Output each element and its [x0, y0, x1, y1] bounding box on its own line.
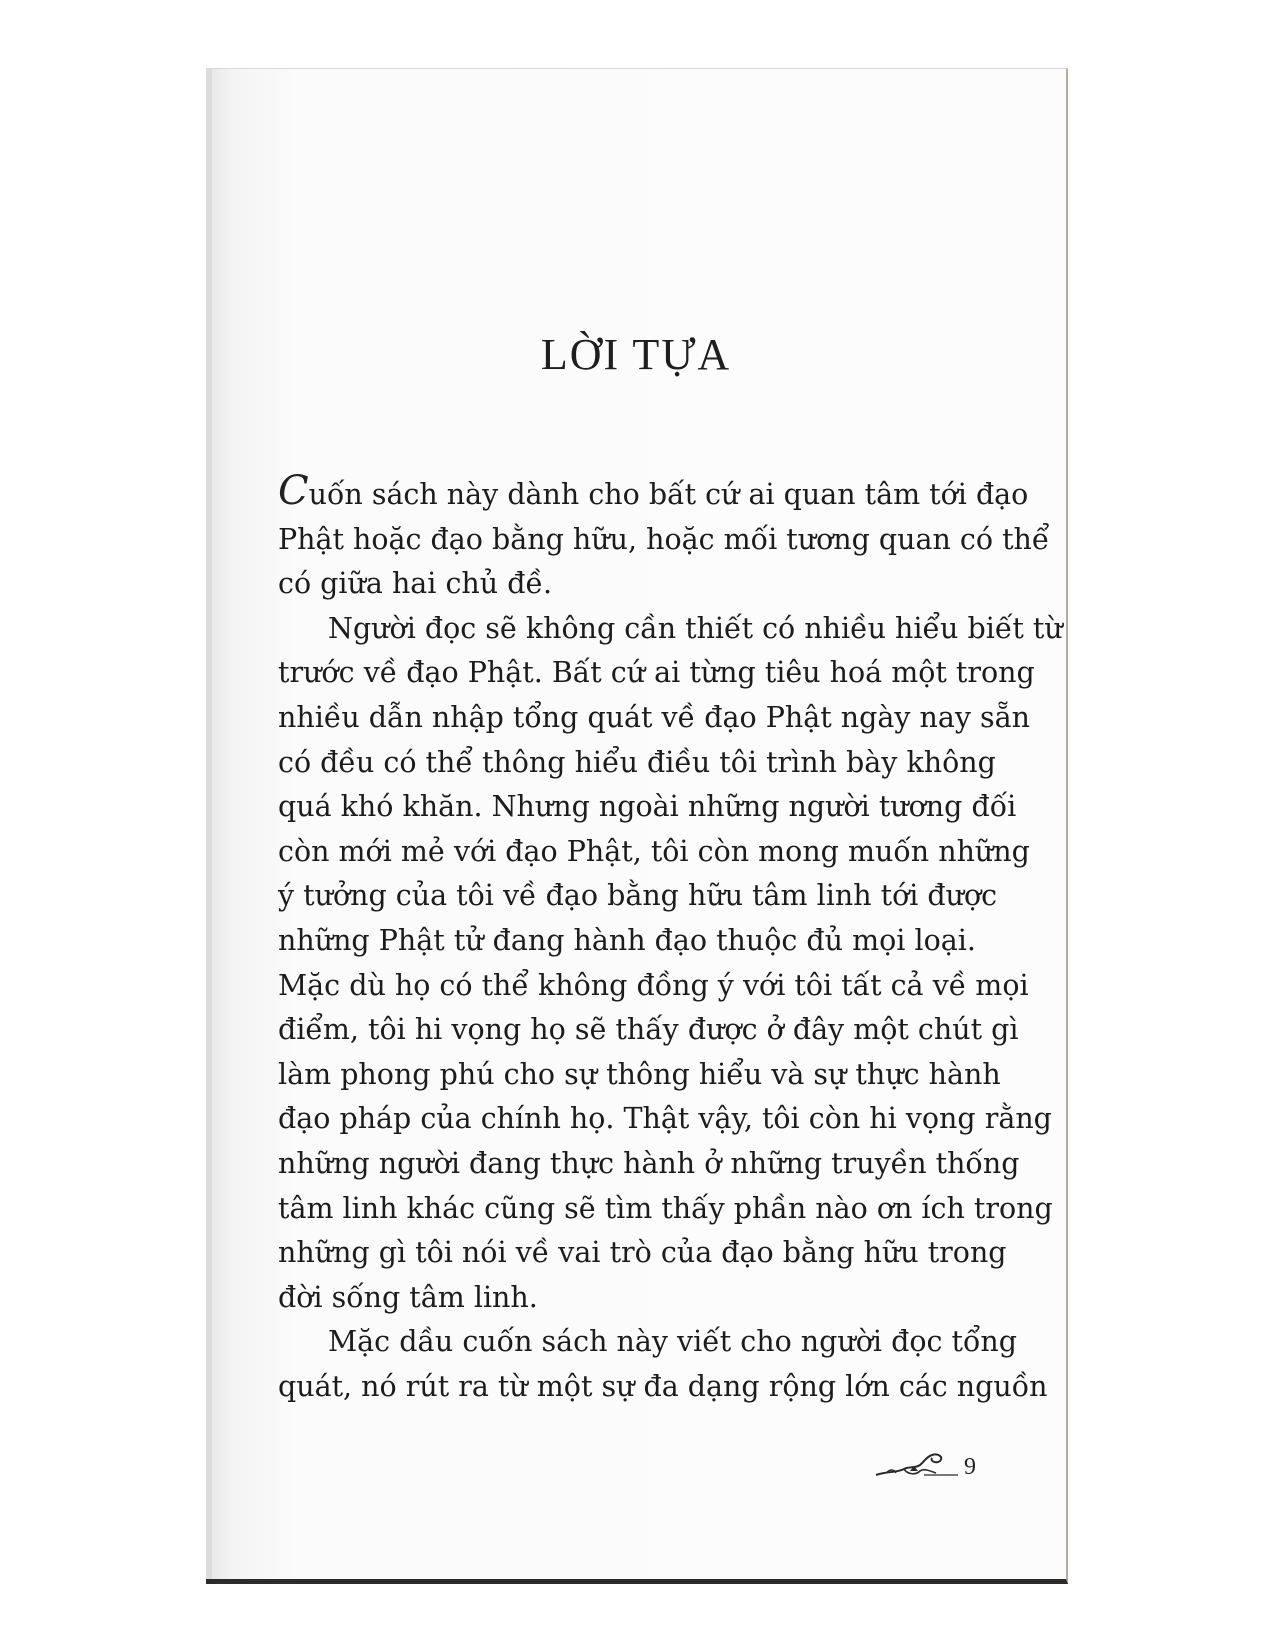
text-line: Phật hoặc đạo bằng hữu, hoặc mối tương quan có thể — [278, 522, 1050, 556]
text-line: những người đang thực hành ở những truyền thống — [278, 1146, 1020, 1180]
body-text — [278, 468, 1063, 1409]
text-line: quát, nó rút ra từ một sự đa dạng rộng lớn các nguồn — [278, 1369, 1048, 1403]
text-line: còn mới mẻ với đạo Phật, tôi còn mong muốn những — [278, 834, 1030, 868]
text-line-content: uốn sách này dành cho bất cứ ai quan tâm tới đạo — [308, 478, 1029, 511]
text-line — [278, 468, 1029, 518]
text-line: những gì tôi nói về vai trò của đạo bằng hữu trong — [278, 1236, 1007, 1270]
text-line: những Phật tử đang hành đạo thuộc đủ mọi loại. — [278, 923, 976, 957]
page-footer — [874, 1449, 976, 1479]
book-page — [206, 68, 1068, 1584]
leaf-flourish-ornament-icon — [874, 1449, 958, 1479]
text-line: có giữa hai chủ đề. — [278, 567, 553, 601]
drop-cap: C — [278, 468, 309, 514]
page-number: 9 — [964, 1454, 976, 1480]
text-line: ý tưởng của tôi về đạo bằng hữu tâm linh tới được — [278, 879, 998, 913]
text-line: trước về đạo Phật. Bất cứ ai từng tiêu hoá một trong — [278, 656, 1035, 690]
text-line: Mặc dầu cuốn sách này viết cho người đọc tổng — [328, 1325, 1017, 1359]
text-line: đời sống tâm linh. — [278, 1280, 538, 1314]
text-line: điểm, tôi hi vọng họ sẽ thấy được ở đây một chút gì — [278, 1013, 1019, 1047]
text-line: Người đọc sẽ không cần thiết có nhiều hiểu biết từ — [328, 611, 1063, 645]
text-line: làm phong phú cho sự thông hiểu và sự thực hành — [278, 1057, 1001, 1091]
text-line: Mặc dù họ có thể không đồng ý với tôi tất cả về mọi — [278, 968, 1029, 1002]
text-line: tâm linh khác cũng sẽ tìm thấy phần nào ơn ích trong — [278, 1191, 1053, 1225]
text-line: nhiều dẫn nhập tổng quát về đạo Phật ngày nay sẵn — [278, 700, 1030, 734]
text-line: có đều có thể thông hiểu điều tôi trình bày không — [278, 745, 996, 779]
page-title: LỜI TỰA — [540, 330, 732, 379]
text-line: đạo pháp của chính họ. Thật vậy, tôi còn hi vọng rằng — [278, 1102, 1052, 1136]
text-line: quá khó khăn. Nhưng ngoài những người tương đối — [278, 790, 1017, 824]
